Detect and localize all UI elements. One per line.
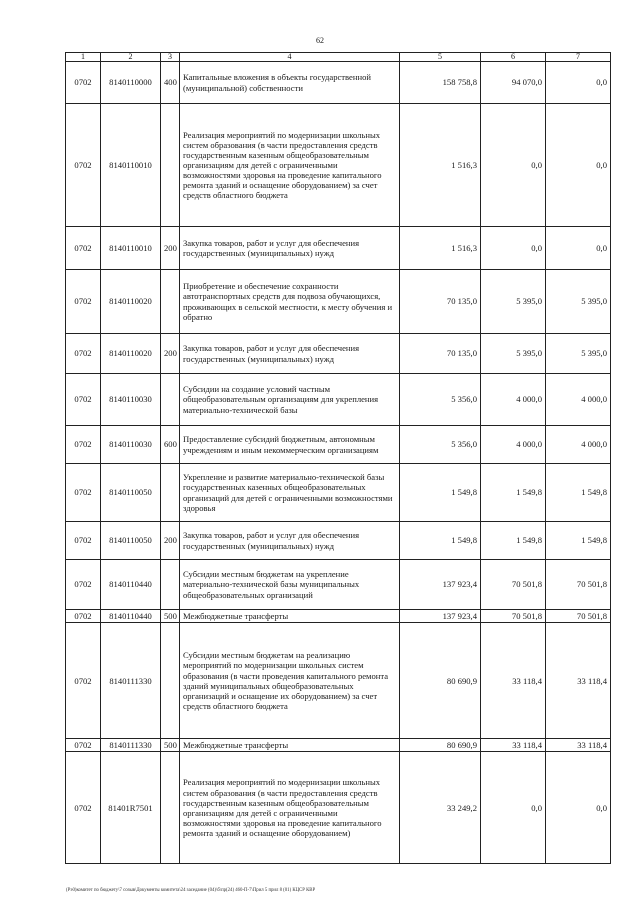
section-code: 0702 (66, 227, 101, 270)
column-header: 7 (546, 53, 611, 62)
amount-year-3: 70 501,8 (546, 610, 611, 623)
amount-year-3: 1 549,8 (546, 464, 611, 522)
column-number-row (66, 53, 611, 62)
section-code: 0702 (66, 374, 101, 426)
expense-type-code: 500 (161, 610, 180, 623)
table-row (66, 522, 611, 560)
table-row (66, 739, 611, 752)
amount-year-2: 5 395,0 (481, 334, 546, 374)
amount-year-2: 0,0 (481, 227, 546, 270)
expense-type-code (161, 560, 180, 610)
expense-type-code: 500 (161, 739, 180, 752)
target-article-code: 8140110440 (101, 610, 161, 623)
amount-year-3: 1 549,8 (546, 522, 611, 560)
section-code: 0702 (66, 464, 101, 522)
table-row (66, 374, 611, 426)
section-code: 0702 (66, 610, 101, 623)
amount-year-3: 33 118,4 (546, 739, 611, 752)
item-name: Межбюджетные трансферты (180, 739, 400, 752)
amount-year-1: 1 549,8 (400, 464, 481, 522)
amount-year-1: 1 516,3 (400, 104, 481, 227)
item-name: Закупка товаров, работ и услуг для обеспечения государственных (муниципальных) нужд (180, 522, 400, 560)
expense-type-code: 200 (161, 227, 180, 270)
item-name: Субсидии местным бюджетам на реализацию мероприятий по модернизации школьных систем образования (в части проведения капитального ремонта зданий муниципальных общеобразовательных организаций и оснащение их оборудованием) за счет средств областного бюджета (180, 623, 400, 739)
expense-type-code (161, 464, 180, 522)
amount-year-3: 0,0 (546, 62, 611, 104)
amount-year-3: 0,0 (546, 227, 611, 270)
table-row (66, 270, 611, 334)
column-header: 6 (481, 53, 546, 62)
target-article-code: 8140110050 (101, 522, 161, 560)
section-code: 0702 (66, 62, 101, 104)
amount-year-1: 137 923,4 (400, 610, 481, 623)
section-code: 0702 (66, 426, 101, 464)
table-row (66, 560, 611, 610)
item-name: Предоставление субсидий бюджетным, автономным учреждениям и иным некоммерческим организациям (180, 426, 400, 464)
target-article-code: 8140110010 (101, 227, 161, 270)
amount-year-2: 5 395,0 (481, 270, 546, 334)
target-article-code: 8140111330 (101, 739, 161, 752)
amount-year-2: 0,0 (481, 104, 546, 227)
item-name: Реализация мероприятий по модернизации школьных систем образования (в части предоставления средств государственным казенным общеобразовательным организациям для детей с ограниченными возможностями здоровья на проведение капитального ремонта зданий и оснащение оборудованием) за счет средств областного бюджета (180, 104, 400, 227)
item-name: Приобретение и обеспечение сохранности автотранспортных средств для подвоза обучающихся, проживающих в сельской местности, к месту обучения и обратно (180, 270, 400, 334)
item-name: Межбюджетные трансферты (180, 610, 400, 623)
amount-year-1: 158 758,8 (400, 62, 481, 104)
amount-year-2: 0,0 (481, 752, 546, 864)
item-name: Субсидии местным бюджетам на укрепление материально-технической базы муниципальных общеобразовательных организаций (180, 560, 400, 610)
expense-type-code: 400 (161, 62, 180, 104)
section-code: 0702 (66, 623, 101, 739)
item-name: Капитальные вложения в объекты государственной (муниципальной) собственности (180, 62, 400, 104)
amount-year-2: 94 070,0 (481, 62, 546, 104)
target-article-code: 8140111330 (101, 623, 161, 739)
target-article-code: 8140110050 (101, 464, 161, 522)
table-row (66, 227, 611, 270)
column-header: 3 (161, 53, 180, 62)
item-name: Закупка товаров, работ и услуг для обеспечения государственных (муниципальных) нужд (180, 227, 400, 270)
expense-type-code: 200 (161, 522, 180, 560)
target-article-code: 8140110010 (101, 104, 161, 227)
section-code: 0702 (66, 752, 101, 864)
amount-year-2: 70 501,8 (481, 560, 546, 610)
section-code: 0702 (66, 270, 101, 334)
amount-year-3: 0,0 (546, 104, 611, 227)
amount-year-3: 70 501,8 (546, 560, 611, 610)
amount-year-2: 1 549,8 (481, 522, 546, 560)
target-article-code: 8140110000 (101, 62, 161, 104)
amount-year-3: 4 000,0 (546, 374, 611, 426)
column-header: 4 (180, 53, 400, 62)
amount-year-1: 5 356,0 (400, 426, 481, 464)
budget-table (65, 52, 611, 864)
target-article-code: 8140110030 (101, 426, 161, 464)
table-row (66, 610, 611, 623)
table-row (66, 752, 611, 864)
document-path-footer: (Рэ0)комитет по бюджету\7 созыв\Документы комитета\24 заседание (04)\б\пр(24) 460-П-7\Прил 5 прил 8 (01) КЦСР КВР (66, 888, 316, 893)
table-row (66, 62, 611, 104)
expense-type-code (161, 623, 180, 739)
expense-type-code (161, 104, 180, 227)
target-article-code: 8140110020 (101, 334, 161, 374)
amount-year-3: 5 395,0 (546, 334, 611, 374)
amount-year-1: 1 516,3 (400, 227, 481, 270)
expense-type-code (161, 752, 180, 864)
amount-year-1: 137 923,4 (400, 560, 481, 610)
table-row (66, 623, 611, 739)
target-article-code: 81401R7501 (101, 752, 161, 864)
amount-year-3: 33 118,4 (546, 623, 611, 739)
amount-year-2: 1 549,8 (481, 464, 546, 522)
amount-year-1: 80 690,9 (400, 739, 481, 752)
item-name: Реализация мероприятий по модернизации школьных систем образования (в части предоставления средств государственным казенным общеобразовательным организациям для детей с ограниченными возможностями здоровья на проведение капитального ремонта зданий и оснащение оборудованием) (180, 752, 400, 864)
amount-year-2: 33 118,4 (481, 739, 546, 752)
amount-year-1: 5 356,0 (400, 374, 481, 426)
expense-type-code: 600 (161, 426, 180, 464)
table-row (66, 464, 611, 522)
amount-year-2: 4 000,0 (481, 374, 546, 426)
amount-year-2: 70 501,8 (481, 610, 546, 623)
amount-year-1: 80 690,9 (400, 623, 481, 739)
table-row (66, 334, 611, 374)
item-name: Субсидии на создание условий частным общеобразовательным организациям для укрепления материально-технической базы (180, 374, 400, 426)
amount-year-3: 4 000,0 (546, 426, 611, 464)
column-header: 5 (400, 53, 481, 62)
item-name: Закупка товаров, работ и услуг для обеспечения государственных (муниципальных) нужд (180, 334, 400, 374)
expense-type-code: 200 (161, 334, 180, 374)
table-row (66, 426, 611, 464)
item-name: Укрепление и развитие материально-технической базы государственных казенных общеобразовательных организаций для детей с ограниченными возможностями здоровья (180, 464, 400, 522)
amount-year-1: 33 249,2 (400, 752, 481, 864)
section-code: 0702 (66, 560, 101, 610)
target-article-code: 8140110030 (101, 374, 161, 426)
amount-year-1: 1 549,8 (400, 522, 481, 560)
target-article-code: 8140110020 (101, 270, 161, 334)
column-header: 1 (66, 53, 101, 62)
target-article-code: 8140110440 (101, 560, 161, 610)
amount-year-1: 70 135,0 (400, 334, 481, 374)
section-code: 0702 (66, 739, 101, 752)
expense-type-code (161, 374, 180, 426)
page-number: 62 (316, 36, 324, 45)
section-code: 0702 (66, 522, 101, 560)
section-code: 0702 (66, 334, 101, 374)
amount-year-3: 5 395,0 (546, 270, 611, 334)
expense-type-code (161, 270, 180, 334)
amount-year-2: 33 118,4 (481, 623, 546, 739)
amount-year-2: 4 000,0 (481, 426, 546, 464)
amount-year-1: 70 135,0 (400, 270, 481, 334)
amount-year-3: 0,0 (546, 752, 611, 864)
table-row (66, 104, 611, 227)
section-code: 0702 (66, 104, 101, 227)
column-header: 2 (101, 53, 161, 62)
